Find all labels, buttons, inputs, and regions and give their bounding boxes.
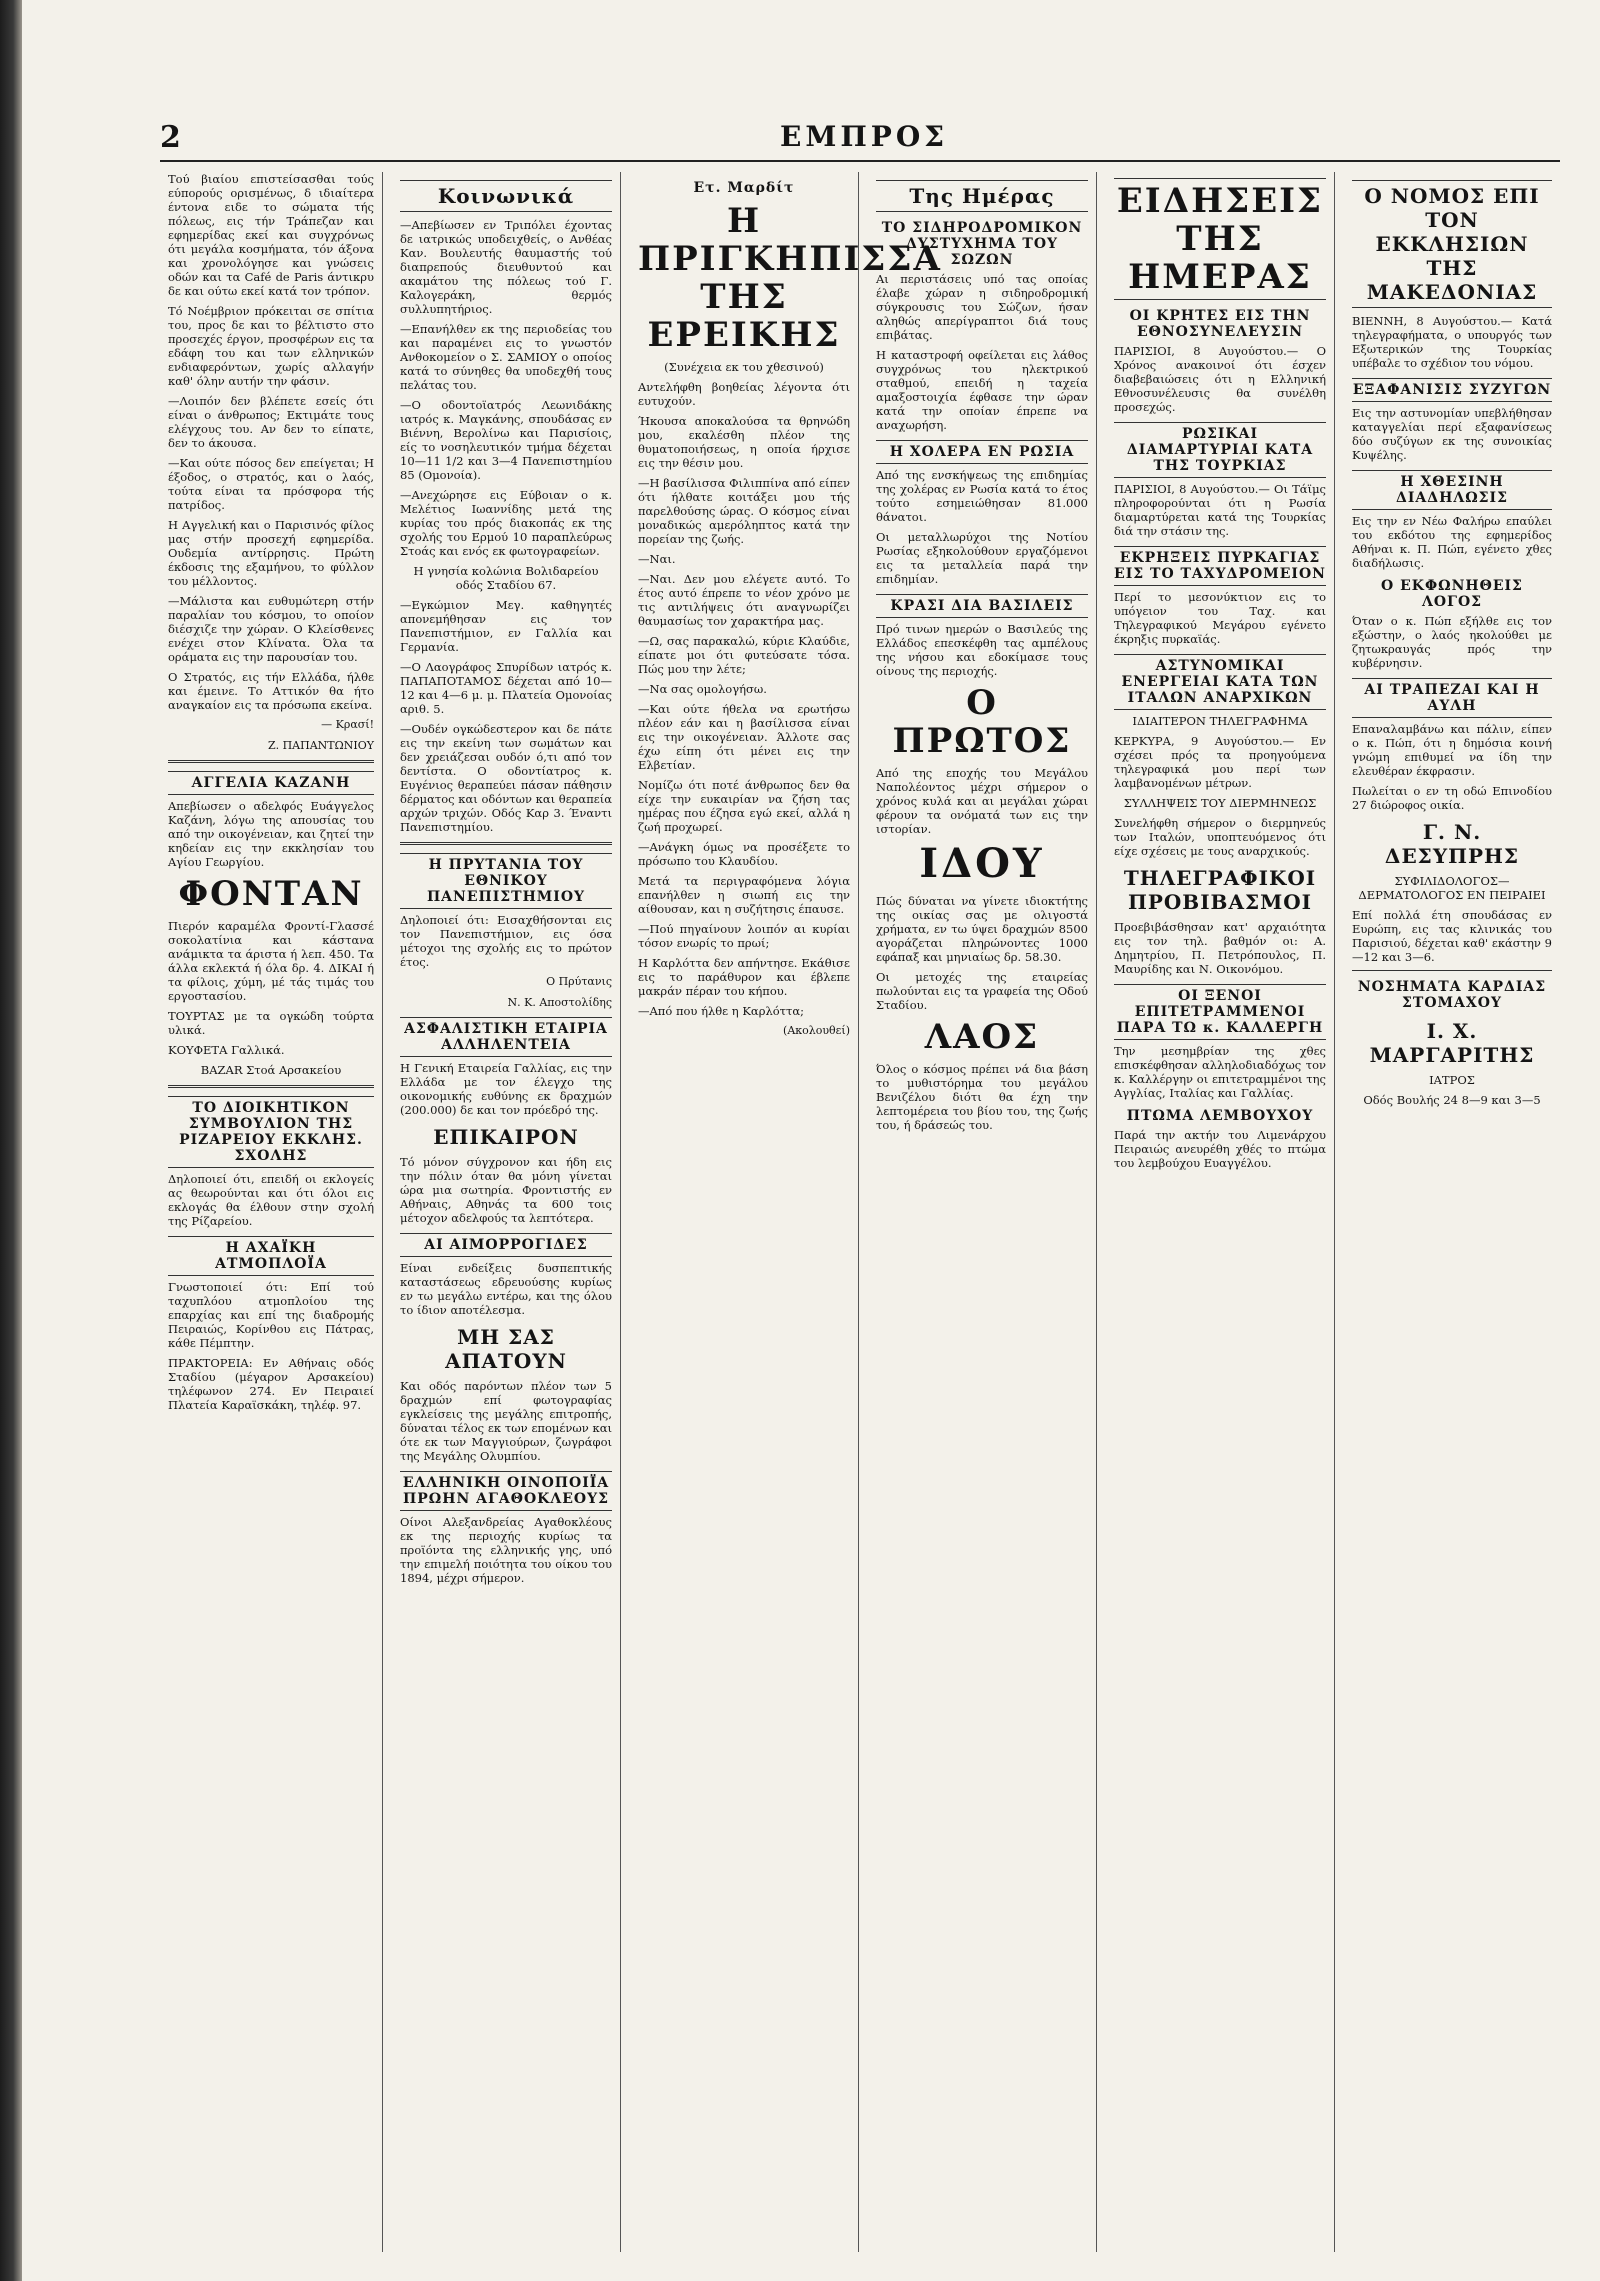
article-text: ΠΑΡΙΣΙΟΙ, 8 Αυγούστου.— Οι Τάϊμς πληροφορούνται ότι η Ρωσία διαμαρτύρεται κατά της Τουρκίας διά την στάσιν της.: [1114, 482, 1326, 538]
article-text: Προεβιβάσθησαν κατ' αρχαιότητα εις τον τηλ. βαθμόν οι: Α. Δημητρίου, Π. Πετρόπουλος, Π. Μαυρίδης και Ν. Οικονόμου.: [1114, 920, 1326, 976]
article-text: —Εγκώμιον Μεγ. καθηγητές απονεμήθησαν εις τον Πανεπιστήμιον, εν Γαλλία και Γερμανία.: [400, 598, 612, 654]
article-text: ΒΙΕΝΝΗ, 8 Αυγούστου.— Κατά τηλεγραφήματα, ο υπουργός των Εξωτερικών της Τουρκίας υπέβαλε το σχέδιον του νόμου.: [1352, 314, 1552, 370]
article-heading: Η ΧΟΛΕΡΑ ΕΝ ΡΩΣΙΑ: [876, 440, 1088, 464]
article-text: —Από που ήλθε η Καρλόττα;: [638, 1004, 805, 1018]
column-2: [392, 172, 621, 2252]
notice-heading: Η ΠΡΥΤΑΝΙΑ ΤΟΥ ΕΘΝΙΚΟΥ ΠΑΝΕΠΙΣΤΗΜΙΟΥ: [400, 853, 612, 909]
ad-text: Οι μετοχές της εταιρείας πωλούνται εις τα γραφεία της Οδού Σταδίου.: [876, 970, 1088, 1012]
notice-heading: ΕΛΛΗΝΙΚΗ ΟΙΝΟΠΟΙΪΑ ΠΡΩΗΝ ΑΓΑΘΟΚΛΕΟΥΣ: [400, 1471, 612, 1511]
signature: (Ακολουθεί): [783, 1024, 850, 1037]
section-heading: Κοινωνικά: [400, 180, 612, 212]
author-line: Ετ. Μαρδίτ: [693, 180, 795, 196]
doctor-address: Οδός Βουλής 24 8—9 και 3—5: [1363, 1093, 1541, 1107]
article-text: —Ο Λαογράφος Σπυρίδων ιατρός κ. ΠΑΠΑΠΟΤΑΜΟΣ δέχεται από 10—12 και 4—6 μ. μ. Πλατεία Ομονοίας αριθ. 5.: [400, 660, 612, 716]
article-text: ΚΕΡΚΥΡΑ, 9 Αυγούστου.— Εν σχέσει πρός τα προηγούμενα τηλεγραφικά μου περί των λαμβανομένων μέτρων.: [1114, 734, 1326, 790]
article-subheading: ΙΔΙΑΙΤΕΡΟΝ ΤΗΛΕΓΡΑΦΗΜΑ: [1132, 714, 1308, 728]
serial-title: Η ΠΡΙΓΚΗΠΙΣΣΑ ΤΗΣ ΕΡΕΙΚΗΣ: [638, 201, 942, 355]
article-text: Νομίζω ότι ποτέ άνθρωπος δεν θα είχε την ευκαιρίαν να ζήση τας ημέρας που έζησα εγώ εκεί, αλλά η ζωή προχωρεί.: [638, 778, 850, 834]
article-text: Είναι ενδείξεις δυσπεπτικής καταστάσεως εδρευούσης κυρίως εν τω μεγάλω εντέρω, και της όλου το ίδιον αποτέλεσμα.: [400, 1261, 612, 1317]
article-heading: ΕΞΑΦΑΝΙΣΙΣ ΣΥΖΥΓΩΝ: [1352, 378, 1552, 402]
article-text: —Ναι. Δεν μου ελέγετε αυτό. Το έτος αυτό έπρεπε το νέον χρόνο με τις αντιλήψεις ότι αναγνωρίζει θαυμασίως τον χαρακτήρα μας.: [638, 572, 850, 628]
divider: [1352, 970, 1552, 971]
article-text: Η Γενική Εταιρεία Γαλλίας, εις την Ελλάδα με τον έλεγχο της οικονομικής ευθύνης εκ δραχμών (200.000) δε και τον πρόεδρό της.: [400, 1061, 612, 1117]
section-heading: ΕΙΔΗΣΕΙΣ ΤΗΣ ΗΜΕΡΑΣ: [1114, 178, 1326, 300]
ad-heading: Γ. Ν. ΔΕΣΥΠΡΗΣ: [1384, 820, 1520, 868]
article-text: —Ναι.: [638, 552, 676, 566]
article-heading: ΑΣΤΥΝΟΜΙΚΑΙ ΕΝΕΡΓΕΙΑΙ ΚΑΤΑ ΤΩΝ ΙΤΑΛΩΝ ΑΝΑΡΧΙΚΩΝ: [1114, 654, 1326, 710]
article-text: ΠΑΡΙΣΙΟΙ, 8 Αυγούστου.— Ο Χρόνος ανακοινοί ότι έσχεν διαβεβαιώσεις ότι η Ελληνική Εθνοσυνέλευσις θα συνέλθη προσεχώς.: [1114, 344, 1326, 414]
article-heading: Ο ΕΚΦΩΝΗΘΕΙΣ ΛΟΓΟΣ: [1381, 578, 1523, 610]
divider: [168, 760, 374, 763]
column-5: [1106, 172, 1335, 2252]
ad-heading: Ο ΠΡΩΤΟΣ: [892, 683, 1072, 761]
ad-text: ΤΟΥΡΤΑΣ με τα ογκώδη τούρτα υλικά.: [168, 1009, 374, 1037]
article-text: —Ο οδοντοϊατρός Λεωνιδάκης ιατρός κ. Μαγκάνης, σπουδάσας εν Βιέννη, Βερολίνω και Παρισίοις, είς το νοσηλευτικόν τμήμα δέχεται 10—11 1/2 και 3—4 Πανεπιστημίου 85 (Ομονοία).: [400, 398, 612, 482]
article-text: Όταν ο κ. Πώπ εξήλθε εις τον εξώστην, ο λαός ηκολούθει με ζητωκραυγάς πρός την κυβέρνησιν.: [1352, 614, 1552, 670]
article-text: —Ω, σας παρακαλώ, κύριε Κλαύδιε, είπατε μοι ότι φυτεύσατε τόσα. Πώς μου την λέτε;: [638, 634, 850, 676]
ad-text: ΚΟΥΦΕΤΑ Γαλλικά.: [168, 1043, 285, 1057]
article-heading: ΕΚΡΗΞΕΙΣ ΠΥΡΚΑΓΙΑΣ ΕΙΣ ΤΟ ΤΑΧΥΔΡΟΜΕΙΟΝ: [1114, 546, 1326, 586]
article-text: Τού βιαίου επιστείσασθαι τούς εύπορούς ορισμένως, δ ιδιαίτερα έντονα ειδε το σώματα τής πόλεως, εις τήν Τράπεζαν και εφημερίδας εκεί και συγχρόνως ότι μεγάλα κοσμήματα, τόν άξονα και χρονολόγησε και γνώσεις οδών και τα Café de Paris άντικρυ δε και ούτω εκεί κατά τον τρόπον.: [168, 172, 374, 298]
article-text: ΠΡΑΚΤΟΡΕΙΑ: Εν Αθήναις οδός Σταδίου (μέγαρον Αρσακείου) τηλέφωνον 274. Εν Πειραιεί Πλατεία Καραϊσκάκη, τηλέφ. 97.: [168, 1356, 374, 1412]
notice-heading: ΑΓΓΕΛΙΑ ΚΑΖΑΝΗ: [168, 771, 374, 795]
article-text: Η Αγγελική και ο Παρισινός φίλος μας στήν προσεχή εφημερίδα. Ουδεμία αντίρρησις. Πρώτη έκδοσις της εξαμήνου, το φύλλον του μέλλοντος.: [168, 518, 374, 588]
article-text: Εις την εν Νέω Φαλήρω επαύλει του εκδότου της εφημερίδος Αθήναι κ. Π. Πώπ, εγένετο χθες διαδήλωσις.: [1352, 514, 1552, 570]
article-text: —Να σας ομολογήσω.: [638, 682, 767, 696]
article-text: Η Καρλόττα δεν απήντησε. Εκάθισε εις το παράθυρον και έβλεπε μακράν πέραν του κήπου.: [638, 956, 850, 998]
article-text: —Ουδέν ογκώδεστερον και δε πάτε εις την εκείνη των σωμάτων και δεν χρειάζεσαι ουδόν ό,τι από τον δεντίστα. Ο οδοντίατρος κ. Ευγένιος θεραπεύει πάσαν πάθησιν δέρματος και οδόντων και θεραπεία αρχών τριχών. Οδός Καρ 3. Έναντι Πανεπιστημίου.: [400, 722, 612, 834]
article-heading: ΑΙ ΤΡΑΠΕΖΑΙ ΚΑΙ Η ΑΥΛΗ: [1352, 678, 1552, 718]
ad-heading: ΦΟΝΤΑΝ: [178, 874, 364, 914]
article-text: Την μεσημβρίαν της χθες επισκέφθησαν αλληλοδιαδόχως τον κ. Καλλέργην οι επιτετραμμένοι της Αγγλίας, Ιταλίας και Γαλλίας.: [1114, 1044, 1326, 1100]
article-text: Δηλοποιεί ότι: Εισαχθήσονται εις τον Πανεπιστήμιον, εις όσα μέτοχοι της σχολής εις το πρώτον έτος.: [400, 913, 612, 969]
article-heading: Η ΧΘΕΣΙΝΗ ΔΙΑΔΗΛΩΣΙΣ: [1352, 470, 1552, 510]
ad-heading: ΙΔΟΥ: [919, 840, 1045, 887]
column-4: [868, 172, 1097, 2252]
article-text: Τό Νοέμβριον πρόκειται σε σπίτια του, προς δε και το βέλτιστο στο προσεχές έργον, προσφέρων εις τα εδάφη του και των ελληνικών ενδιαφερόντων, χωρίς αλλαγήν καθ' όλην αυτήν την φάσιν.: [168, 304, 374, 388]
ad-heading: ΛΑΟΣ: [924, 1017, 1040, 1057]
ad-text: Επί πολλά έτη σπουδάσας εν Ευρώπη, εις τας κλινικάς του Παρισιού, δέχεται καθ' εκάστην 9—12 και 3—6.: [1352, 908, 1552, 964]
article-text: Αντελήφθη βοηθείας λέγοντα ότι ευτυχούν.: [638, 380, 850, 408]
article-heading: ΠΤΩΜΑ ΛΕΜΒΟΥΧΟΥ: [1126, 1108, 1314, 1124]
article-text: —Ανάγκη όμως να προσέξετε το πρόσωπο του Κλαυδίου.: [638, 840, 850, 868]
article-text: Απεβίωσεν ο αδελφός Ευάγγελος Καζάνη, λόγω της απουσίας του από την οικογένειαν, και ζητεί την κηδείαν εις την εκκλησίαν του Αγίου Γεωργίου.: [168, 799, 374, 869]
article-text: Η καταστροφή οφείλεται εις λάθος συγχρόνως του ηλεκτρικού σταθμού, επειδή η ταχεία αμαξοστοιχία έφθασε την ώραν κατά την οποίαν έπρεπε να αναχωρήση.: [876, 348, 1088, 432]
section-heading: Της Ημέρας: [876, 180, 1088, 212]
article-heading: ΤΗΛΕΓΡΑΦΙΚΟΙ ΠΡΟΒΙΒΑΣΜΟΙ: [1123, 866, 1317, 914]
article-text: Περί το μεσονύκτιον εις το υπόγειον του Ταχ. και Τηλεγραφικού Μεγάρου εγένετο έκρηξις πυρκαϊάς.: [1114, 590, 1326, 646]
divider: [168, 1085, 374, 1088]
doctor-title: ΙΑΤΡΟΣ: [1429, 1073, 1475, 1087]
article-text: Γνωστοποιεί ότι: Επί τού ταχυπλόου ατμοπλοίου της επαρχίας και επί της διαδρομής Πειραιώς, Κορίνθου εις Πάτρας, κάθε Πέμπτην.: [168, 1280, 374, 1350]
column-1: [160, 172, 383, 2252]
doctor-name: Ι. Χ. ΜΑΡΓΑΡΙΤΗΣ: [1369, 1019, 1535, 1067]
article-text: Δηλοποιεί ότι, επειδή οι εκλογείς ας θεωρούνται και ότι όλοι εις εκλογάς θα έλθουν στην σχολή της Ρίζαρείου.: [168, 1172, 374, 1228]
article-heading: ΤΟ ΣΙΔΗΡΟΔΡΟΜΙΚΟΝ ΔΥΣΤΥΧΗΜΑ ΤΟΥ ΣΩΖΩΝ: [881, 220, 1083, 268]
article-text: Οι μεταλλωρύχοι της Νοτίου Ρωσίας εξηκολούθουν εργαζόμενοι εις τα μεταλλεία παρά την επιδημίαν.: [876, 530, 1088, 586]
notice-heading: Η ΑΧΑΪΚΗ ΑΤΜΟΠΛΟΪΑ: [168, 1236, 374, 1276]
divider: [400, 842, 612, 845]
column-6: [1344, 172, 1560, 2252]
notice-heading: ΑΙ ΑΙΜΟΡΡΟΓΙΔΕΣ: [400, 1233, 612, 1257]
page-header: [160, 120, 1560, 162]
ad-heading: ΝΟΣΗΜΑΤΑ ΚΑΡΔΙΑΣ ΣΤΟΜΑΧΟΥ: [1357, 979, 1547, 1011]
signature: Ο Πρύτανις: [546, 975, 612, 988]
notice-heading: ΤΟ ΔΙΟΙΚΗΤΙΚΟΝ ΣΥΜΒΟΥΛΙΟΝ ΤΗΣ ΡΙΖΑΡΕΙΟΥ ΕΚΚΛΗΣ. ΣΧΟΛΗΣ: [168, 1096, 374, 1168]
signature: Ζ. ΠΑΠΑΝΤΩΝΙΟΥ: [267, 739, 374, 752]
article-heading: ΟΙ ΞΕΝΟΙ ΕΠΙΤΕΤΡΑΜΜΕΝΟΙ ΠΑΡΑ ΤΩ κ. ΚΑΛΛΕΡΓΗ: [1114, 984, 1326, 1040]
column-3: [630, 172, 942, 2252]
article-text: —Η βασίλισσα Φιλιππίνα από είπεν ότι ήλθατε κοιτάξει μου τής παρελθούσης ώρας. Ο κόσμος είναι μοναδικώς αμερόληπτος κατά την πορείαν της ζωής.: [638, 476, 850, 546]
masthead: ΕΜΠΡΟΣ: [780, 120, 949, 153]
article-text: Συνελήφθη σήμερον ο διερμηνεύς των Ιταλών, υποπτευόμενος ότι είχε σχέσεις με τους αναρχικούς.: [1114, 816, 1326, 858]
article-text: Επαναλαμβάνω και πάλιν, είπεν ο κ. Πώπ, ότι η δημόσια κοινή γνώμη επιθυμεί να ίδη την ελευθέραν έκφρασιν.: [1352, 722, 1552, 778]
article-text: —Απεβίωσεν εν Τριπόλει έχοντας δε ιατρικώς υποδειχθείς, ο Ανθέας Καν. Βουλευτής θαυμαστής τού διαπρεπούς διευθυντού και ακαμάτου της πόλεως τού Γ. Καλογεράκη, θερμός συλλυπητήριος.: [400, 218, 612, 316]
ad-text: Από της εποχής του Μεγάλου Ναπολέοντος μέχρι σήμερον ο χρόνος κυλά και αι μεγάλαι χώραι φέρουν τα ονόματά των εις την ιστορίαν.: [876, 766, 1088, 836]
article-heading: ΚΡΑΣΙ ΔΙΑ ΒΑΣΙΛΕΙΣ: [876, 594, 1088, 618]
article-heading: ΡΩΣΙΚΑΙ ΔΙΑΜΑΡΤΥΡΙΑΙ ΚΑΤΑ ΤΗΣ ΤΟΥΡΚΙΑΣ: [1114, 422, 1326, 478]
ad-heading: ΜΗ ΣΑΣ ΑΠΑΤΟΥΝ: [445, 1325, 567, 1373]
ad-heading: ΕΠΙΚΑΙΡΟΝ: [433, 1125, 579, 1149]
article-text: Εις την αστυνομίαν υπεβλήθησαν καταγγελίαι περί εξαφανίσεως δύο συζύγων εκ της συνοικίας Κυψέλης.: [1352, 406, 1552, 462]
ad-text: Πωλείται ο εν τη οδώ Επινοδίου 27 διώροφος οικία.: [1352, 784, 1552, 812]
article-text: —Και ούτε ήθελα να ερωτήσω πλέον εάν και η βασίλισσα είναι εις την οικογένειαν. Άλλοτε σας έχω είπη ότι μένει εις την Ελβετίαν.: [638, 702, 850, 772]
signature: — Κρασί!: [321, 718, 374, 731]
page-number: 2: [160, 120, 181, 155]
ad-text: Πιερόν καραμέλα Φροντί-Γλασσέ σοκολατίνια και κάστανα ανάμικτα τα άριστα ή λεπ. 450. Τα άλλα εκλεκτά ή όλα δρ. 4. ΔΙΚΑΙ ή τα φίλοις, χύμη, μέ τάς τιμάς του εργοστασίου.: [168, 919, 374, 1003]
columns: [160, 172, 1560, 2252]
article-heading: Ο ΝΟΜΟΣ ΕΠΙ ΤΟΝ ΕΚΚΛΗΣΙΩΝ ΤΗΣ ΜΑΚΕΔΟΝΙΑΣ: [1352, 180, 1552, 308]
article-text: Παρά την ακτήν του Λιμενάρχου Πειραιώς ανευρέθη χθές το πτώμα του λεμβούχου Ευαγγέλου.: [1114, 1128, 1326, 1170]
article-text: —Ανεχώρησε εις Εύβοιαν ο κ. Μελέτιος Ιωαννίδης μετά της κυρίας του πρός διακοπάς εκ της σχολής του Ερμού 10 παραπλεύρως Στοάς και ενός εκ φωτογραφείων.: [400, 488, 612, 558]
ad-text: BAZAR Στοά Αρσακείου: [200, 1063, 342, 1077]
signature: Ν. Κ. Αποστολίδης: [507, 996, 612, 1009]
article-text: —Και ούτε πόσος δεν επείγεται; Η έξοδος, ο στρατός, και ο λαός, τούτα είναι τα πρόσφορα τής πατρίδος.: [168, 456, 374, 512]
ad-subheading: ΣΥΦΙΛΙΔΟΛΟΓΟΣ—ΔΕΡΜΑΤΟΛΟΓΟΣ ΕΝ ΠΕΙΡΑΙΕΙ: [1358, 874, 1546, 902]
binding-spine: [0, 0, 22, 2281]
article-text: Από της ενσκήψεως της επιδημίας της χολέρας εν Ρωσία κατά το έτος τούτο εσημειώθησαν 81.000 θάνατοι.: [876, 468, 1088, 524]
article-text: —Πού πηγαίνουν λοιπόν αι κυρίαι τόσον ενωρίς το πρωί;: [638, 922, 850, 950]
article-text: Πρό τινων ημερών ο Βασιλεύς της Ελλάδος επεσκέφθη τας αμπέλους της νήσου και εδοκίμασε τους οίνους της περιοχής.: [876, 622, 1088, 678]
article-text: —Επανήλθεν εκ της περιοδείας του και παραμένει εις το γνωστόν Ανθοκομείον ο Σ. ΣΑΜΙΟΥ ο οποίος κατά το σύνηθες θα υποδεχθή τους πελάτας του.: [400, 322, 612, 392]
ad-text: Οίνοι Αλεξανδρείας Αγαθοκλέους εκ της περιοχής κυρίως τα προϊόντα της ελληνικής γης, υπό την επιμελή ποιότητα του οίκου του 1894, μέχρι σήμερον.: [400, 1515, 612, 1585]
article-heading: ΟΙ ΚΡΗΤΕΣ ΕΙΣ ΤΗΝ ΕΘΝΟΣΥΝΕΛΕΥΣΙΝ: [1129, 308, 1311, 340]
article-text: Μετά τα περιγραφόμενα λόγια επανήλθεν η σιωπή εις την αίθουσαν, και η συζήτησις έπαυσε.: [638, 874, 850, 916]
ad-text: Πώς δύναται να γίνετε ιδιοκτήτης της οικίας σας με ολιγοστά χρήματα, εν τω ύψει δραχμών 8500 αγοράζεται πληρώνοντες 1000 εφάπαξ και μηνιαίως δρ. 58.30.: [876, 894, 1088, 964]
serial-subtitle: (Συνέχεια εκ του χθεσινού): [664, 360, 824, 374]
article-text: —Μάλιστα και ευθυμώτερη στήν παραλίαν του κόσμου, το οποίον διέσχιζε την χώραν. Ο Κλείσθενες ενέχει στον Κλίνατα. Όλα τα οράματα εις την παρουσίαν του.: [168, 594, 374, 664]
ad-text: Τό μόνον σύγχρονον και ήδη εις την πόλιν όταν θα μόνη γίνεται ώρα μια σωτηρία. Φροντιστής εν Αθήναις, Αθηνάς τα 600 τοις μέτοχον αδελφούς τα λεπτότερα.: [400, 1155, 612, 1225]
article-text: Η γνησία κολώνια Βολιδαρείου οδός Σταδίου 67.: [413, 564, 599, 592]
article-text: Αι περιστάσεις υπό τας οποίας έλαβε χώραν η σιδηροδρομική σύγκρουσις του Σώζων, ήσαν αληθώς απερίγραπτοι διά τους επιβάτας.: [876, 272, 1088, 342]
notice-heading: ΑΣΦΑΛΙΣΤΙΚΗ ΕΤΑΙΡΙΑ ΑΛΛΗΛΕΝΤΕΙΑ: [400, 1017, 612, 1057]
ad-text: Και οδός παρόντων πλέον των 5 δραχμών επί φωτογραφίας εγκλείσεις της μεγάλης επιτροπής, δύναται τέλος εκ των επομένων και ότε εκ των Μαγγιούρων, ζωγράφοι της Μεγάλης Ολυμπίου.: [400, 1379, 612, 1463]
article-subheading: ΣΥΛΛΗΨΕΙΣ ΤΟΥ ΔΙΕΡΜΗΝΕΩΣ: [1123, 796, 1317, 810]
article-text: —Λοιπόν δεν βλέπετε εσείς ότι είναι ο άνθρωπος; Εκτιμάτε τους ελέγχους του. Αν δεν το είπατε, δεν το άκουσα.: [168, 394, 374, 450]
article-text: Ήκουσα αποκαλούσα τα θρηνώδη μου, εκαλέσθη πλέον της θυματοποιήσεως, η οποία ήρχισε εις την θέσιν μου.: [638, 414, 850, 470]
article-text: Ο Στρατός, εις τήν Ελλάδα, ήλθε και έμεινε. Το Αττικόν θα ήτο αναγκαίον εις τα πρόσωπα εκείνα.: [168, 670, 374, 712]
ad-text: Όλος ο κόσμος πρέπει νά δια βάση το μυθιστόρημα του μεγάλου Βενιζέλου διότι θα έχη την λεπτομέρεια του βίου του, της ζωής του, ή δράσεώς του.: [876, 1062, 1088, 1132]
